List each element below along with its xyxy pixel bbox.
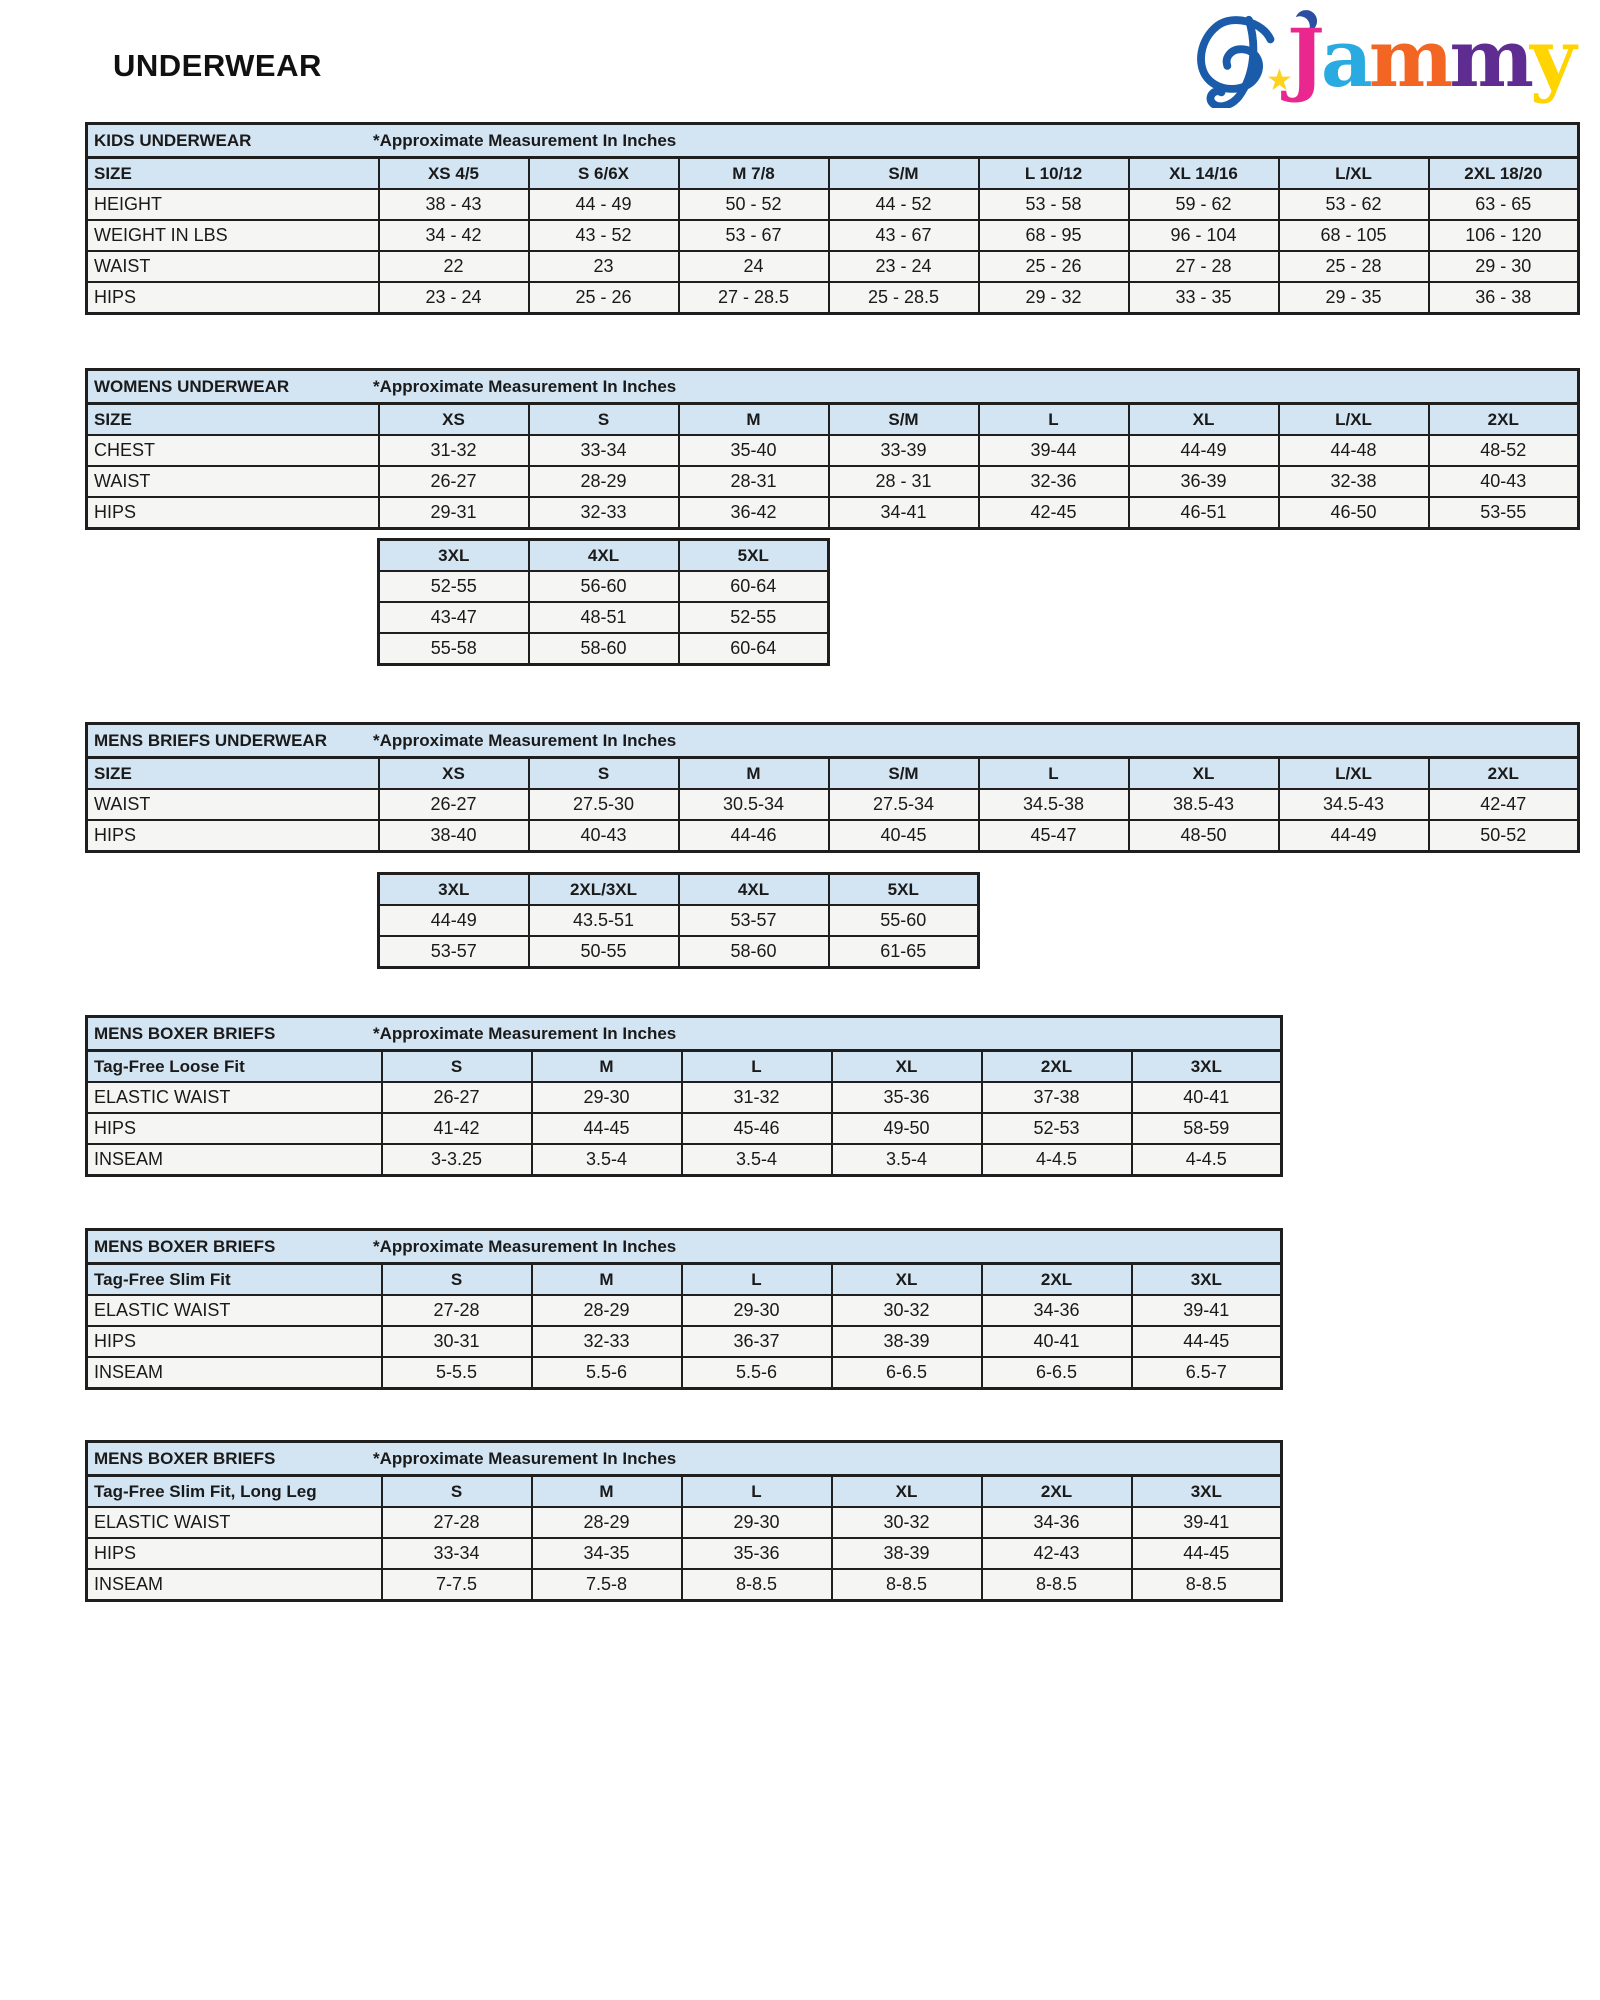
data-cell: 45-47 [979,820,1129,852]
header-cell: 3XL [379,540,529,572]
header-cell: 2XL [982,1051,1132,1083]
data-cell: 53-57 [379,936,529,968]
table-title-cell [87,1442,1282,1476]
header-cell: 5XL [829,874,979,906]
data-cell: 49-50 [832,1113,982,1144]
data-cell: 8-8.5 [982,1569,1132,1601]
data-cell: 44-49 [1279,820,1429,852]
data-cell: 58-59 [1132,1113,1282,1144]
header-cell: S [529,404,679,436]
data-cell: 26-27 [379,789,529,820]
header-cell: XL [1129,758,1279,790]
table-header-row [87,1264,1282,1296]
table-row [379,936,979,968]
mens-briefs-underwear-table [85,722,1580,853]
data-cell: 38-40 [379,820,529,852]
data-cell: 29 - 32 [979,282,1129,314]
header-cell: Tag-Free Slim Fit, Long Leg [87,1476,382,1508]
data-cell: 34 - 42 [379,220,529,251]
header-cell: XL 14/16 [1129,158,1279,190]
data-cell: 5.5-6 [682,1357,832,1389]
table-row [87,1295,1282,1326]
header-cell: M [532,1476,682,1508]
data-cell: 53-57 [679,905,829,936]
data-cell: 6-6.5 [982,1357,1132,1389]
mens-boxer-briefs-slim-fit-table [85,1228,1283,1390]
data-cell: 34.5-38 [979,789,1129,820]
data-cell: 40-41 [1132,1082,1282,1113]
table-row [87,789,1579,820]
womens-underwear-extended-table [377,538,830,666]
table-header-row [87,404,1579,436]
data-cell: 48-52 [1429,435,1579,466]
data-cell: 50-55 [529,936,679,968]
data-cell: 5-5.5 [382,1357,532,1389]
data-cell: 43 - 67 [829,220,979,251]
kids-underwear-table [85,122,1580,315]
header-cell: 2XL 18/20 [1429,158,1579,190]
data-cell: 44-45 [1132,1538,1282,1569]
table-title-cell [87,1230,1282,1264]
data-cell: 68 - 95 [979,220,1129,251]
data-cell: 27 - 28.5 [679,282,829,314]
data-cell: 61-65 [829,936,979,968]
data-cell: 60-64 [679,571,829,602]
header-cell: S [382,1476,532,1508]
header-cell: M [532,1051,682,1083]
logo-letter: y [1530,11,1573,105]
data-cell: 3-3.25 [382,1144,532,1176]
data-cell: 8-8.5 [832,1569,982,1601]
data-cell: 32-33 [529,497,679,529]
header-cell: XL [832,1264,982,1296]
header-cell: 3XL [379,874,529,906]
table-row [87,1357,1282,1389]
logo-letter: a [1320,11,1369,105]
data-cell: 34.5-43 [1279,789,1429,820]
data-cell: 27.5-30 [529,789,679,820]
table-row [87,466,1579,497]
data-cell: 36-39 [1129,466,1279,497]
data-cell: 29-31 [379,497,529,529]
table-subtitle: *Approximate Measurement In Inches [373,1236,677,1256]
boxer-briefs-slim-fit-section [85,1228,1283,1390]
table-row [379,602,829,633]
header-cell: S/M [829,404,979,436]
data-cell: 46-50 [1279,497,1429,529]
data-cell: 33-39 [829,435,979,466]
data-cell: 30-32 [832,1507,982,1538]
boxer-briefs-loose-fit-section [85,1015,1283,1177]
mens-briefs-section [85,722,1580,853]
row-label: INSEAM [87,1144,382,1176]
header-cell: L [682,1264,832,1296]
table-row [87,251,1579,282]
data-cell: 34-41 [829,497,979,529]
data-cell: 23 - 24 [829,251,979,282]
data-cell: 25 - 28.5 [829,282,979,314]
data-cell: 38.5-43 [1129,789,1279,820]
data-cell: 35-36 [682,1538,832,1569]
table-title-row [87,724,1579,758]
table-header-row [87,758,1579,790]
header-cell: 3XL [1132,1476,1282,1508]
womens-underwear-section [85,368,1580,530]
table-row [87,1507,1282,1538]
data-cell: 28-29 [532,1507,682,1538]
header-cell: Tag-Free Loose Fit [87,1051,382,1083]
table-subtitle: *Approximate Measurement In Inches [373,1448,677,1468]
data-cell: 33 - 35 [1129,282,1279,314]
row-label: HIPS [87,1326,382,1357]
table-row [87,820,1579,852]
data-cell: 6.5-7 [1132,1357,1282,1389]
data-cell: 3.5-4 [832,1144,982,1176]
table-title-cell [87,1017,1282,1051]
header-cell: S 6/6X [529,158,679,190]
row-label: HIPS [87,1538,382,1569]
header-cell: L 10/12 [979,158,1129,190]
data-cell: 44-49 [379,905,529,936]
row-label: WAIST [87,789,379,820]
table-row [87,189,1579,220]
header-cell: L [682,1051,832,1083]
data-cell: 48-51 [529,602,679,633]
data-cell: 4-4.5 [1132,1144,1282,1176]
data-cell: 63 - 65 [1429,189,1579,220]
data-cell: 37-38 [982,1082,1132,1113]
data-cell: 43-47 [379,602,529,633]
data-cell: 29 - 30 [1429,251,1579,282]
table-row [87,1113,1282,1144]
data-cell: 35-40 [679,435,829,466]
table-title-row [87,1442,1282,1476]
data-cell: 4-4.5 [982,1144,1132,1176]
header-cell: M [532,1264,682,1296]
data-cell: 46-51 [1129,497,1279,529]
data-cell: 30-31 [382,1326,532,1357]
data-cell: 41-42 [382,1113,532,1144]
data-cell: 27-28 [382,1295,532,1326]
womens-extended-sizes-section [377,538,830,666]
data-cell: 24 [679,251,829,282]
table-header-row [87,158,1579,190]
data-cell: 25 - 28 [1279,251,1429,282]
table-title: MENS BRIEFS UNDERWEAR [94,730,327,750]
data-cell: 34-36 [982,1507,1132,1538]
header-cell: 2XL [1429,758,1579,790]
data-cell: 39-41 [1132,1295,1282,1326]
data-cell: 27.5-34 [829,789,979,820]
table-title: KIDS UNDERWEAR [94,130,252,150]
data-cell: 43 - 52 [529,220,679,251]
data-cell: 45-46 [682,1113,832,1144]
data-cell: 6-6.5 [832,1357,982,1389]
star-icon: ★ [1266,64,1293,97]
row-label: HIPS [87,1113,382,1144]
header-cell: 2XL [982,1264,1132,1296]
pjammy-logo [1192,4,1594,126]
data-cell: 44-46 [679,820,829,852]
data-cell: 33-34 [382,1538,532,1569]
header-cell: XL [1129,404,1279,436]
row-label: WAIST [87,251,379,282]
row-label: ELASTIC WAIST [87,1295,382,1326]
table-header-row [87,1051,1282,1083]
page-title: UNDERWEAR [113,48,322,83]
row-label: ELASTIC WAIST [87,1507,382,1538]
data-cell: 60-64 [679,633,829,665]
header-cell: L [979,404,1129,436]
header-cell: S [382,1051,532,1083]
logo-letter: m [1449,11,1531,105]
mens-extended-sizes-section [377,872,980,969]
table-row [87,435,1579,466]
data-cell: 59 - 62 [1129,189,1279,220]
header-cell: 2XL/3XL [529,874,679,906]
data-cell: 42-47 [1429,789,1579,820]
table-subtitle: *Approximate Measurement In Inches [373,130,677,150]
data-cell: 8-8.5 [682,1569,832,1601]
table-row [87,1538,1282,1569]
row-label: INSEAM [87,1569,382,1601]
boxer-briefs-slim-fit-long-leg-section [85,1440,1283,1602]
data-cell: 39-44 [979,435,1129,466]
data-cell: 38 - 43 [379,189,529,220]
header-cell: Tag-Free Slim Fit [87,1264,382,1296]
data-cell: 3.5-4 [682,1144,832,1176]
table-title-cell [87,724,1579,758]
data-cell: 32-36 [979,466,1129,497]
data-cell: 52-55 [679,602,829,633]
data-cell: 33-34 [529,435,679,466]
row-label: HIPS [87,820,379,852]
data-cell: 58-60 [529,633,679,665]
data-cell: 39-41 [1132,1507,1282,1538]
header-cell: SIZE [87,158,379,190]
table-title-row [87,1017,1282,1051]
data-cell: 7.5-8 [532,1569,682,1601]
table-row [379,633,829,665]
data-cell: 3.5-4 [532,1144,682,1176]
data-cell: 29-30 [682,1507,832,1538]
data-cell: 25 - 26 [979,251,1129,282]
header-cell: 2XL [1429,404,1579,436]
data-cell: 50-52 [1429,820,1579,852]
kids-underwear-section [85,122,1580,315]
data-cell: 44-48 [1279,435,1429,466]
header-cell: S/M [829,158,979,190]
header-cell: L [682,1476,832,1508]
data-cell: 96 - 104 [1129,220,1279,251]
data-cell: 28-29 [529,466,679,497]
header-cell: M [679,758,829,790]
data-cell: 44-49 [1129,435,1279,466]
table-title-cell [87,370,1579,404]
data-cell: 52-55 [379,571,529,602]
data-cell: 27 - 28 [1129,251,1279,282]
header-cell: S [529,758,679,790]
data-cell: 52-53 [982,1113,1132,1144]
data-cell: 25 - 26 [529,282,679,314]
data-cell: 38-39 [832,1538,982,1569]
data-cell: 32-33 [532,1326,682,1357]
data-cell: 36-42 [679,497,829,529]
data-cell: 35-36 [832,1082,982,1113]
header-cell: L/XL [1279,404,1429,436]
data-cell: 34-36 [982,1295,1132,1326]
header-cell: SIZE [87,404,379,436]
header-cell: XS 4/5 [379,158,529,190]
header-cell: S [382,1264,532,1296]
data-cell: 7-7.5 [382,1569,532,1601]
table-title-row [87,124,1579,158]
womens-underwear-table [85,368,1580,530]
data-cell: 29-30 [682,1295,832,1326]
data-cell: 30.5-34 [679,789,829,820]
header-cell: XL [832,1476,982,1508]
data-cell: 44-45 [532,1113,682,1144]
data-cell: 40-45 [829,820,979,852]
table-header-row [87,1476,1282,1508]
data-cell: 38-39 [832,1326,982,1357]
table-title: WOMENS UNDERWEAR [94,376,290,396]
table-row [87,1082,1282,1113]
data-cell: 42-43 [982,1538,1132,1569]
data-cell: 23 - 24 [379,282,529,314]
header-cell: 3XL [1132,1264,1282,1296]
header-cell: XS [379,758,529,790]
data-cell: 5.5-6 [532,1357,682,1389]
table-row [87,220,1579,251]
header-cell: 5XL [679,540,829,572]
row-label: ELASTIC WAIST [87,1082,382,1113]
table-title: MENS BOXER BRIEFS [94,1236,276,1256]
header-cell: SIZE [87,758,379,790]
header-cell: L [979,758,1129,790]
data-cell: 32-38 [1279,466,1429,497]
data-cell: 53 - 67 [679,220,829,251]
row-label: INSEAM [87,1357,382,1389]
logo-letter: m [1368,11,1450,105]
data-cell: 23 [529,251,679,282]
table-row [379,571,829,602]
row-label: WAIST [87,466,379,497]
table-row [87,1569,1282,1601]
table-subtitle: *Approximate Measurement In Inches [373,730,677,750]
row-label: HEIGHT [87,189,379,220]
row-label: WEIGHT IN LBS [87,220,379,251]
data-cell: 31-32 [379,435,529,466]
header-cell: M 7/8 [679,158,829,190]
data-cell: 68 - 105 [1279,220,1429,251]
header-cell: L/XL [1279,158,1429,190]
data-cell: 44-45 [1132,1326,1282,1357]
data-cell: 30-32 [832,1295,982,1326]
data-cell: 53-55 [1429,497,1579,529]
logo-letter: J [1287,11,1321,105]
data-cell: 36-37 [682,1326,832,1357]
table-row [379,905,979,936]
data-cell: 55-58 [379,633,529,665]
header-cell: 4XL [529,540,679,572]
data-cell: 53 - 62 [1279,189,1429,220]
table-row [87,497,1579,529]
data-cell: 44 - 52 [829,189,979,220]
table-title: MENS BOXER BRIEFS [94,1023,276,1043]
data-cell: 22 [379,251,529,282]
data-cell: 29 - 35 [1279,282,1429,314]
data-cell: 26-27 [382,1082,532,1113]
data-cell: 55-60 [829,905,979,936]
data-cell: 44 - 49 [529,189,679,220]
mens-boxer-briefs-slim-fit-long-leg-table [85,1440,1283,1602]
data-cell: 36 - 38 [1429,282,1579,314]
table-header-row [379,540,829,572]
header-cell: 2XL [982,1476,1132,1508]
table-row [87,1144,1282,1176]
data-cell: 42-45 [979,497,1129,529]
mens-briefs-extended-table [377,872,980,969]
header-cell: L/XL [1279,758,1429,790]
data-cell: 40-41 [982,1326,1132,1357]
data-cell: 106 - 120 [1429,220,1579,251]
data-cell: 53 - 58 [979,189,1129,220]
row-label: HIPS [87,497,379,529]
header-cell: M [679,404,829,436]
table-title: MENS BOXER BRIEFS [94,1448,276,1468]
header-cell: 3XL [1132,1051,1282,1083]
data-cell: 26-27 [379,466,529,497]
table-title-cell [87,124,1579,158]
header-cell: XS [379,404,529,436]
table-subtitle: *Approximate Measurement In Inches [373,1023,677,1043]
data-cell: 56-60 [529,571,679,602]
table-title-row [87,370,1579,404]
table-row [87,1326,1282,1357]
mens-boxer-briefs-loose-fit-table [85,1015,1283,1177]
table-header-row [379,874,979,906]
header-cell: 4XL [679,874,829,906]
data-cell: 50 - 52 [679,189,829,220]
data-cell: 31-32 [682,1082,832,1113]
row-label: HIPS [87,282,379,314]
data-cell: 43.5-51 [529,905,679,936]
data-cell: 40-43 [529,820,679,852]
data-cell: 34-35 [532,1538,682,1569]
data-cell: 58-60 [679,936,829,968]
table-row [87,282,1579,314]
table-subtitle: *Approximate Measurement In Inches [373,376,677,396]
header-cell: S/M [829,758,979,790]
row-label: CHEST [87,435,379,466]
data-cell: 27-28 [382,1507,532,1538]
data-cell: 28-29 [532,1295,682,1326]
data-cell: 28 - 31 [829,466,979,497]
data-cell: 48-50 [1129,820,1279,852]
data-cell: 40-43 [1429,466,1579,497]
table-title-row [87,1230,1282,1264]
data-cell: 28-31 [679,466,829,497]
data-cell: 29-30 [532,1082,682,1113]
data-cell: 8-8.5 [1132,1569,1282,1601]
header-cell: XL [832,1051,982,1083]
logo-wordmark [1287,11,1573,105]
